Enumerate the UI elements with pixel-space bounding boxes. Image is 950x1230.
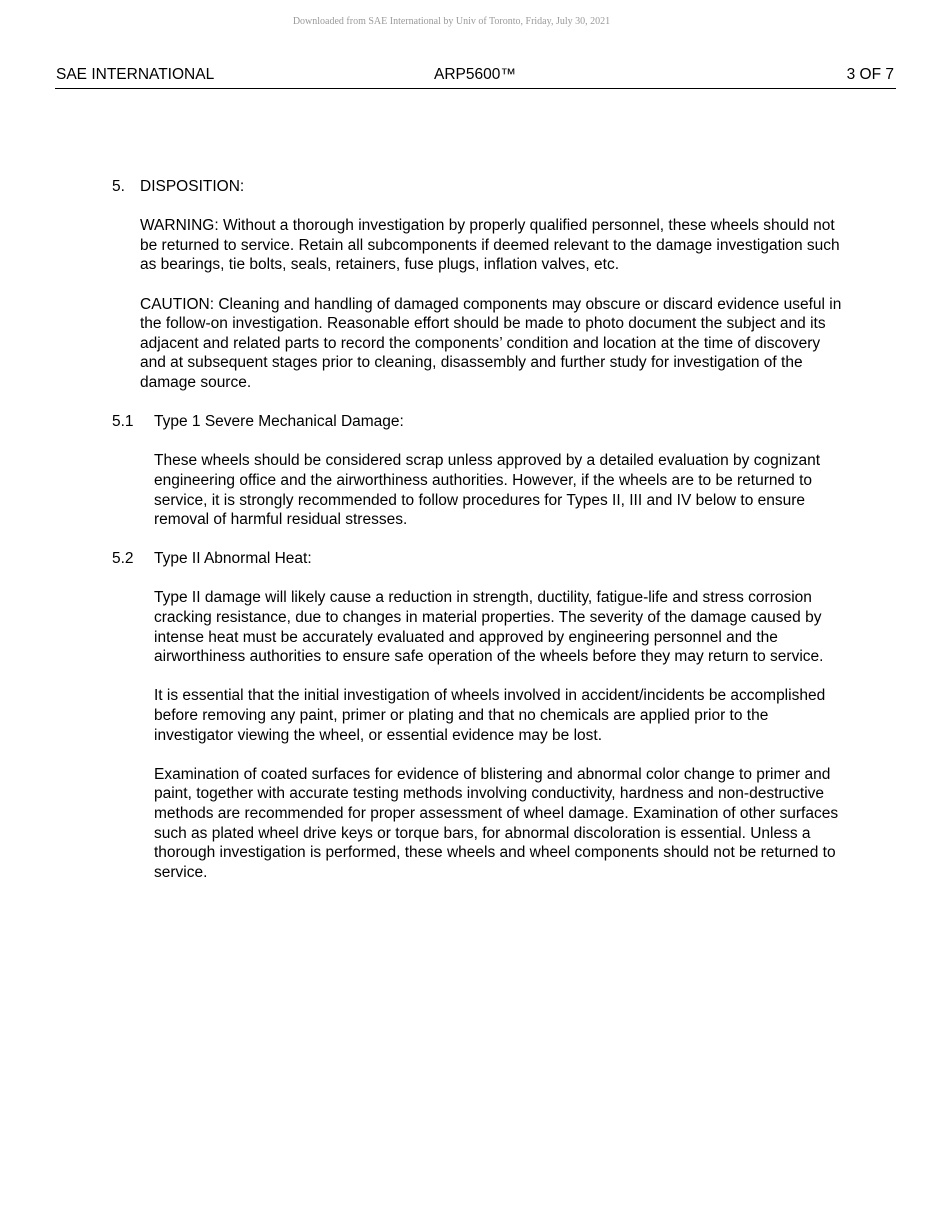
warning-paragraph: WARNING: Without a thorough investigation by properly qualified personnel, these wheels should not be returned to service. Retain all subcomponents if deemed relevant to the damage investigation such as bearings, tie bolts, seals, retainers, fuse plugs, inflation valves, etc. — [140, 217, 840, 274]
section-5-1-body: These wheels should be considered scrap unless approved by a detailed evaluation by cognizant engineering office and the airworthiness authorities. However, if the wheels are to be returned to service, it is strongly recommended to follow procedures for Types II, III and IV below to ensure removal of harmful residual stresses. — [154, 452, 821, 529]
header-page-number: 3 OF 7 — [846, 66, 894, 83]
page-header — [55, 66, 896, 89]
section-5-2-paragraph-2: It is essential that the initial investigation of wheels involved in accident/incidents be accomplished before removing any paint, primer or plating and that no chemicals are applied prior to the investigator viewing the wheel, or essential evidence may be lost. — [154, 687, 826, 744]
section-5-1-number: 5.1 — [112, 413, 134, 431]
document-body — [112, 177, 842, 882]
section-5-heading — [112, 177, 842, 197]
section-5-2-paragraph-3: Examination of coated surfaces for evidence of blistering and abnormal color change to primer and paint, together with accurate testing methods involving conductivity, hardness and non-destructive methods are recommended for proper assessment of wheel damage. Examination of other surfaces such as plated wheel drive keys or torque bars, for abnormal discoloration is essential. Unless a thorough investigation is performed, these wheels and wheel components should not be returned to service. — [154, 765, 839, 881]
section-5-1-title: Type 1 Severe Mechanical Damage: — [154, 413, 404, 431]
section-5-1-heading — [112, 412, 842, 432]
section-5-2-title: Type II Abnormal Heat: — [154, 550, 312, 568]
caution-paragraph: CAUTION: Cleaning and handling of damaged components may obscure or discard evidence useful in the follow-on investigation. Reasonable effort should be made to photo document the subject and its adjacent and related parts to record the components’ condition and location at the time of discovery and at subsequent stages prior to cleaning, disassembly and further study for investigation of the damage source. — [140, 295, 842, 391]
section-5-number: 5. — [112, 178, 125, 195]
section-5-2-number: 5.2 — [112, 550, 134, 568]
header-document-id: ARP5600™ — [434, 66, 516, 83]
download-watermark: Downloaded from SAE International by Univ of Toronto, Friday, July 30, 2021 — [292, 16, 611, 27]
section-5-2-paragraph-1: Type II damage will likely cause a reduction in strength, ductility, fatigue-life and stress corrosion cracking resistance, due to changes in material properties. The severity of the damage caused by intense heat must be accurately evaluated and approved by engineering personnel and the airworthiness authorities to ensure safe operation of the wheels before they may return to service. — [154, 589, 824, 666]
section-5-2-heading — [112, 549, 842, 569]
header-publisher: SAE INTERNATIONAL — [56, 66, 215, 83]
section-5-title: DISPOSITION: — [140, 178, 245, 195]
